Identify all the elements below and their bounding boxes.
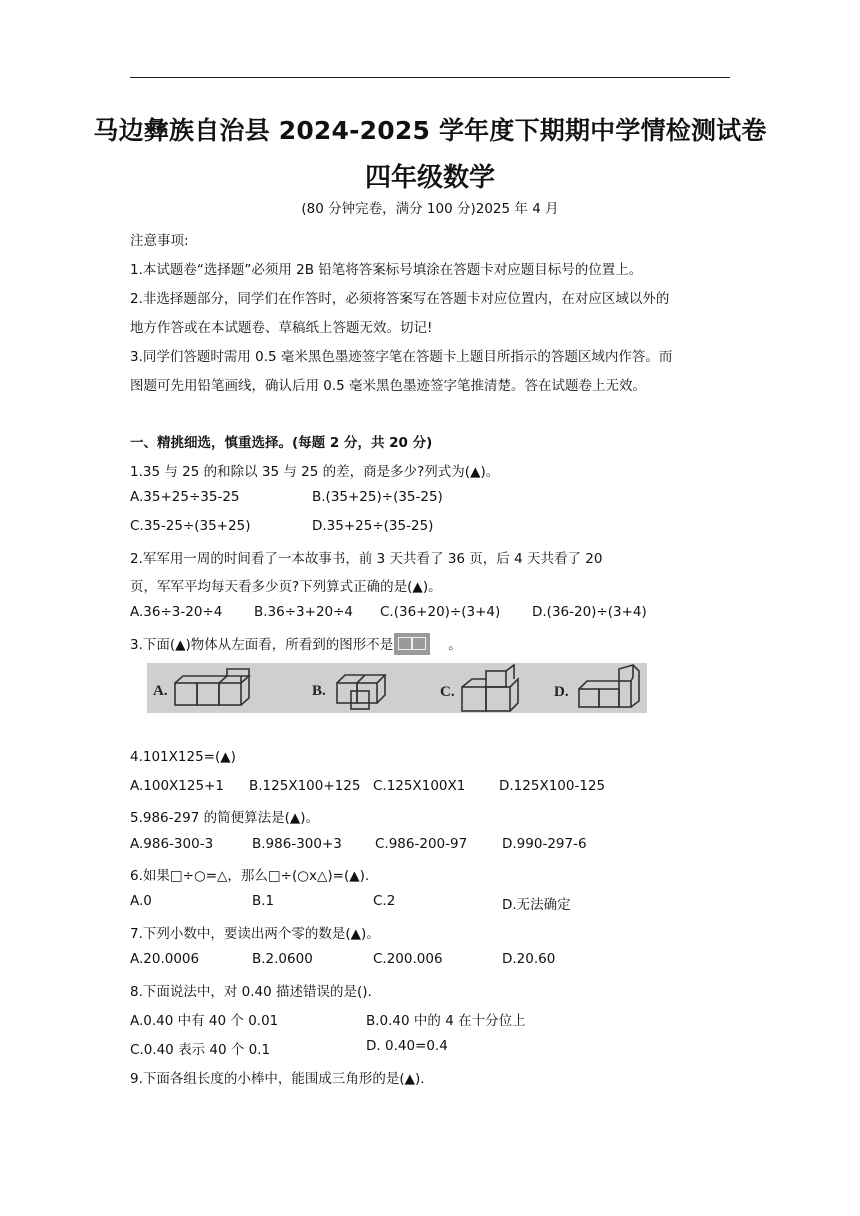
notes-line: 图题可先用铅笔画线，确认后用 0.5 毫米黑色墨迹签字笔推清楚。答在试题卷上无效。: [130, 378, 647, 394]
q7-option-d: D.20.60: [502, 951, 556, 967]
q8-option-d: D. 0.40=0.4: [366, 1038, 448, 1054]
question-4-stem: 4.101X125=(▲): [130, 749, 236, 765]
q2-option-d: D.(36-20)÷(3+4): [532, 604, 647, 620]
page-title: 马边彝族自治县 2024-2025 学年度下期期中学情检测试卷: [93, 116, 767, 145]
q3-figure-strip: [147, 663, 647, 713]
figure-label-d: D.: [554, 684, 569, 700]
figure-label-c: C.: [440, 684, 455, 700]
page-subtitle: 四年级数学: [364, 163, 495, 193]
q5-option-d: D.990-297-6: [502, 836, 587, 852]
q8-option-c: C.0.40 表示 40 个 0.1: [130, 1042, 271, 1058]
q2-option-a: A.36÷3-20÷4: [130, 604, 223, 620]
exam-timing: (80 分钟完卷，满分 100 分)2025 年 4 月: [301, 201, 559, 217]
section-heading: 一、精挑细选，慎重选择。(每题 2 分，共 20 分): [130, 435, 433, 451]
q4-option-b: B.125X100+125: [249, 778, 361, 794]
figure-label-b: B.: [312, 683, 326, 699]
q4-option-a: A.100X125+1: [130, 778, 224, 794]
cube-figures-illustration: [147, 663, 647, 713]
q3-stem-end: 。: [448, 637, 462, 653]
question-9-stem: 9.下面各组长度的小棒中，能围成三角形的是(▲).: [130, 1071, 425, 1087]
q6-option-d: D.无法确定: [502, 897, 571, 913]
question-6-stem: 6.如果□÷○=△，那么□÷(○x△)=(▲).: [130, 868, 370, 884]
top-rule: [130, 77, 730, 78]
q6-option-c: C.2: [373, 893, 396, 909]
q7-option-c: C.200.006: [373, 951, 443, 967]
question-5-stem: 5.986-297 的简便算法是(▲)。: [130, 810, 319, 826]
q1-option-d: D.35+25÷(35-25): [312, 518, 434, 534]
figure-d-cubes: [579, 665, 639, 707]
notes-line: 3.同学们答题时需用 0.5 毫米黑色墨迹签字笔在答题卡上题目所指示的答题区域内作答。而: [130, 349, 673, 365]
figure-c-cubes: [462, 665, 518, 711]
q8-option-a: A.0.40 中有 40 个 0.01: [130, 1013, 279, 1029]
q5-option-a: A.986-300-3: [130, 836, 214, 852]
q4-option-d: D.125X100-125: [499, 778, 606, 794]
q6-option-b: B.1: [252, 893, 275, 909]
q1-option-c: C.35-25÷(35+25): [130, 518, 251, 534]
question-3-stem: [130, 633, 462, 655]
figure-a-cubes: [175, 669, 249, 705]
notes-line: 1.本试题卷“选择题”必须用 2B 铅笔将答案标号填涂在答题卡对应题目标号的位置上。: [130, 262, 643, 278]
q1-option-b: B.(35+25)÷(35-25): [312, 489, 443, 505]
q2-option-c: C.(36+20)÷(3+4): [380, 604, 501, 620]
notes-line: 2.非选择题部分，同学们在作答时，必须将答案写在答题卡对应位置内，在对应区域以外的: [130, 291, 670, 307]
notes-heading: 注意事项:: [130, 233, 189, 249]
question-1-stem: 1.35 与 25 的和除以 35 与 25 的差，商是多少?列式为(▲)。: [130, 464, 500, 480]
question-2-stem: 2.军军用一周的时间看了一本故事书，前 3 天共看了 36 页，后 4 天共看了 20: [130, 551, 603, 567]
question-7-stem: 7.下列小数中，要读出两个零的数是(▲)。: [130, 926, 380, 942]
q5-option-b: B.986-300+3: [252, 836, 342, 852]
figure-label-a: A.: [153, 683, 168, 699]
q7-option-a: A.20.0006: [130, 951, 200, 967]
notes-line: 地方作答或在本试题卷、草稿纸上答题无效。切记!: [130, 320, 433, 336]
figure-b-cubes: [337, 675, 385, 709]
q8-option-b: B.0.40 中的 4 在十分位上: [366, 1013, 526, 1029]
side-view-icon: [394, 633, 430, 655]
q5-option-c: C.986-200-97: [375, 836, 468, 852]
question-2-stem-cont: 页，军军平均每天看多少页?下列算式正确的是(▲)。: [130, 579, 442, 595]
q3-stem-text: 3.下面(▲)物体从左面看，所看到的图形不是: [130, 637, 394, 653]
q1-option-a: A.35+25÷35-25: [130, 489, 240, 505]
q7-option-b: B.2.0600: [252, 951, 313, 967]
q6-option-a: A.0: [130, 893, 152, 909]
q2-option-b: B.36÷3+20÷4: [254, 604, 354, 620]
question-8-stem: 8.下面说法中，对 0.40 描述错误的是().: [130, 984, 372, 1000]
q4-option-c: C.125X100X1: [373, 778, 466, 794]
